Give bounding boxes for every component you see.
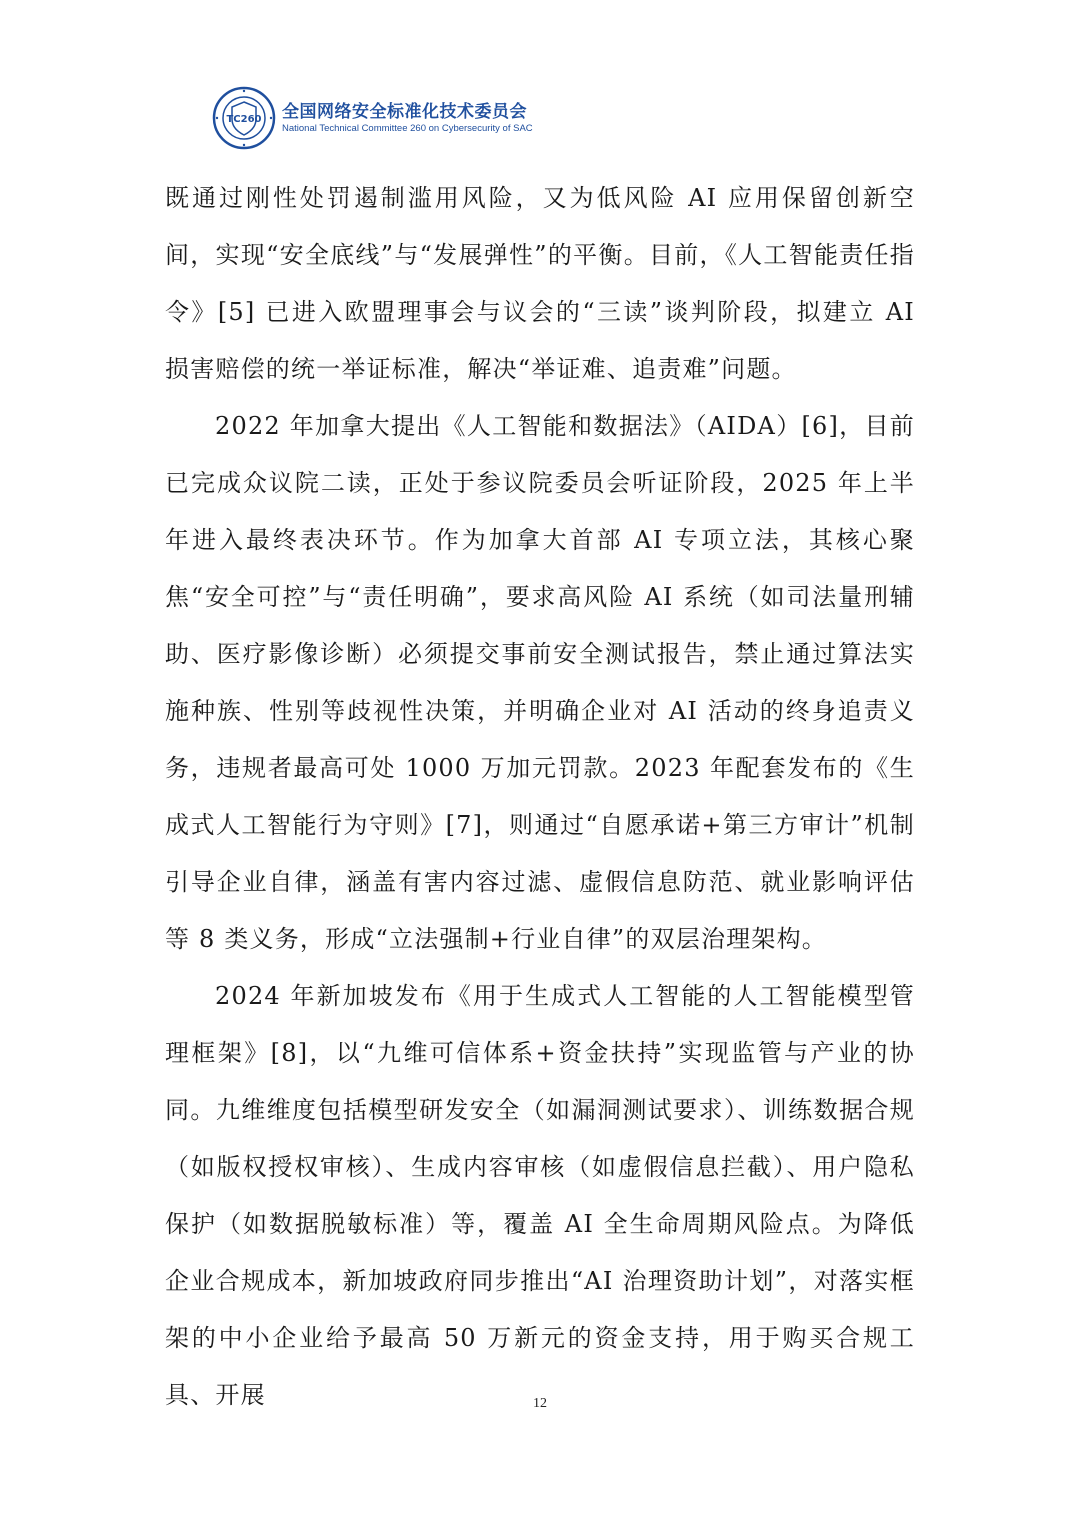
org-name-cn: 全国网络安全标准化技术委员会 [282,101,527,122]
org-name-block [282,102,533,135]
document-header [212,82,542,154]
page-number: 12 [533,1396,547,1411]
document-body [165,170,915,1424]
paragraph-eu-continuation: 既通过刚性处罚遏制滥用风险，又为低风险 AI 应用保留创新空间，实现“安全底线”与“发展弹性”的平衡。目前，《人工智能责任指令》[5] 已进入欧盟理事会与议会的“三读”谈判阶段，拟建立 AI 损害赔偿的统一举证标准，解决“举证难、追责难”问题。 [165,184,915,383]
logo-text: TC260 [226,114,262,125]
paragraph-canada-aida: 2022 年加拿大提出《人工智能和数据法》（AIDA）[6]，目前已完成众议院二读，正处于参议院委员会听证阶段，2025 年上半年进入最终表决环节。作为加拿大首部 AI 专项立法，其核心聚焦“安全可控”与“责任明确”，要求高风险 AI 系统（如司法量刑辅助、医疗影像诊断）必须提交事前安全测试报告，禁止通过算法实施种族、性别等歧视性决策，并明确企业对 AI 活动的终身追责义务，违规者最高可处 1000 万加元罚款。2023 年配套发布的《生成式人工智能行为守则》[7]，则通过“自愿承诺+第三方审计”机制引导企业自律，涵盖有害内容过滤、虚假信息防范、就业影响评估等 8 类义务，形成“立法强制+行业自律”的双层治理架构。 [165,412,915,953]
tc260-logo-icon [212,86,276,150]
org-name-en: National Technical Committee 260 on Cybersecurity of SAC [282,122,533,134]
paragraph-singapore-framework: 2024 年新加坡发布《用于生成式人工智能的人工智能模型管理框架》[8]，以“九维可信体系+资金扶持”实现监管与产业的协同。九维维度包括模型研发安全（如漏洞测试要求）、训练数据合规（如版权授权审核）、生成内容审核（如虚假信息拦截）、用户隐私保护（如数据脱敏标准）等，覆盖 AI 全生命周期风险点。为降低企业合规成本，新加坡政府同步推出“AI 治理资助计划”，对落实框架的中小企业给予最高 50 万新元的资金支持，用于购买合规工具、开展 [165,982,915,1409]
